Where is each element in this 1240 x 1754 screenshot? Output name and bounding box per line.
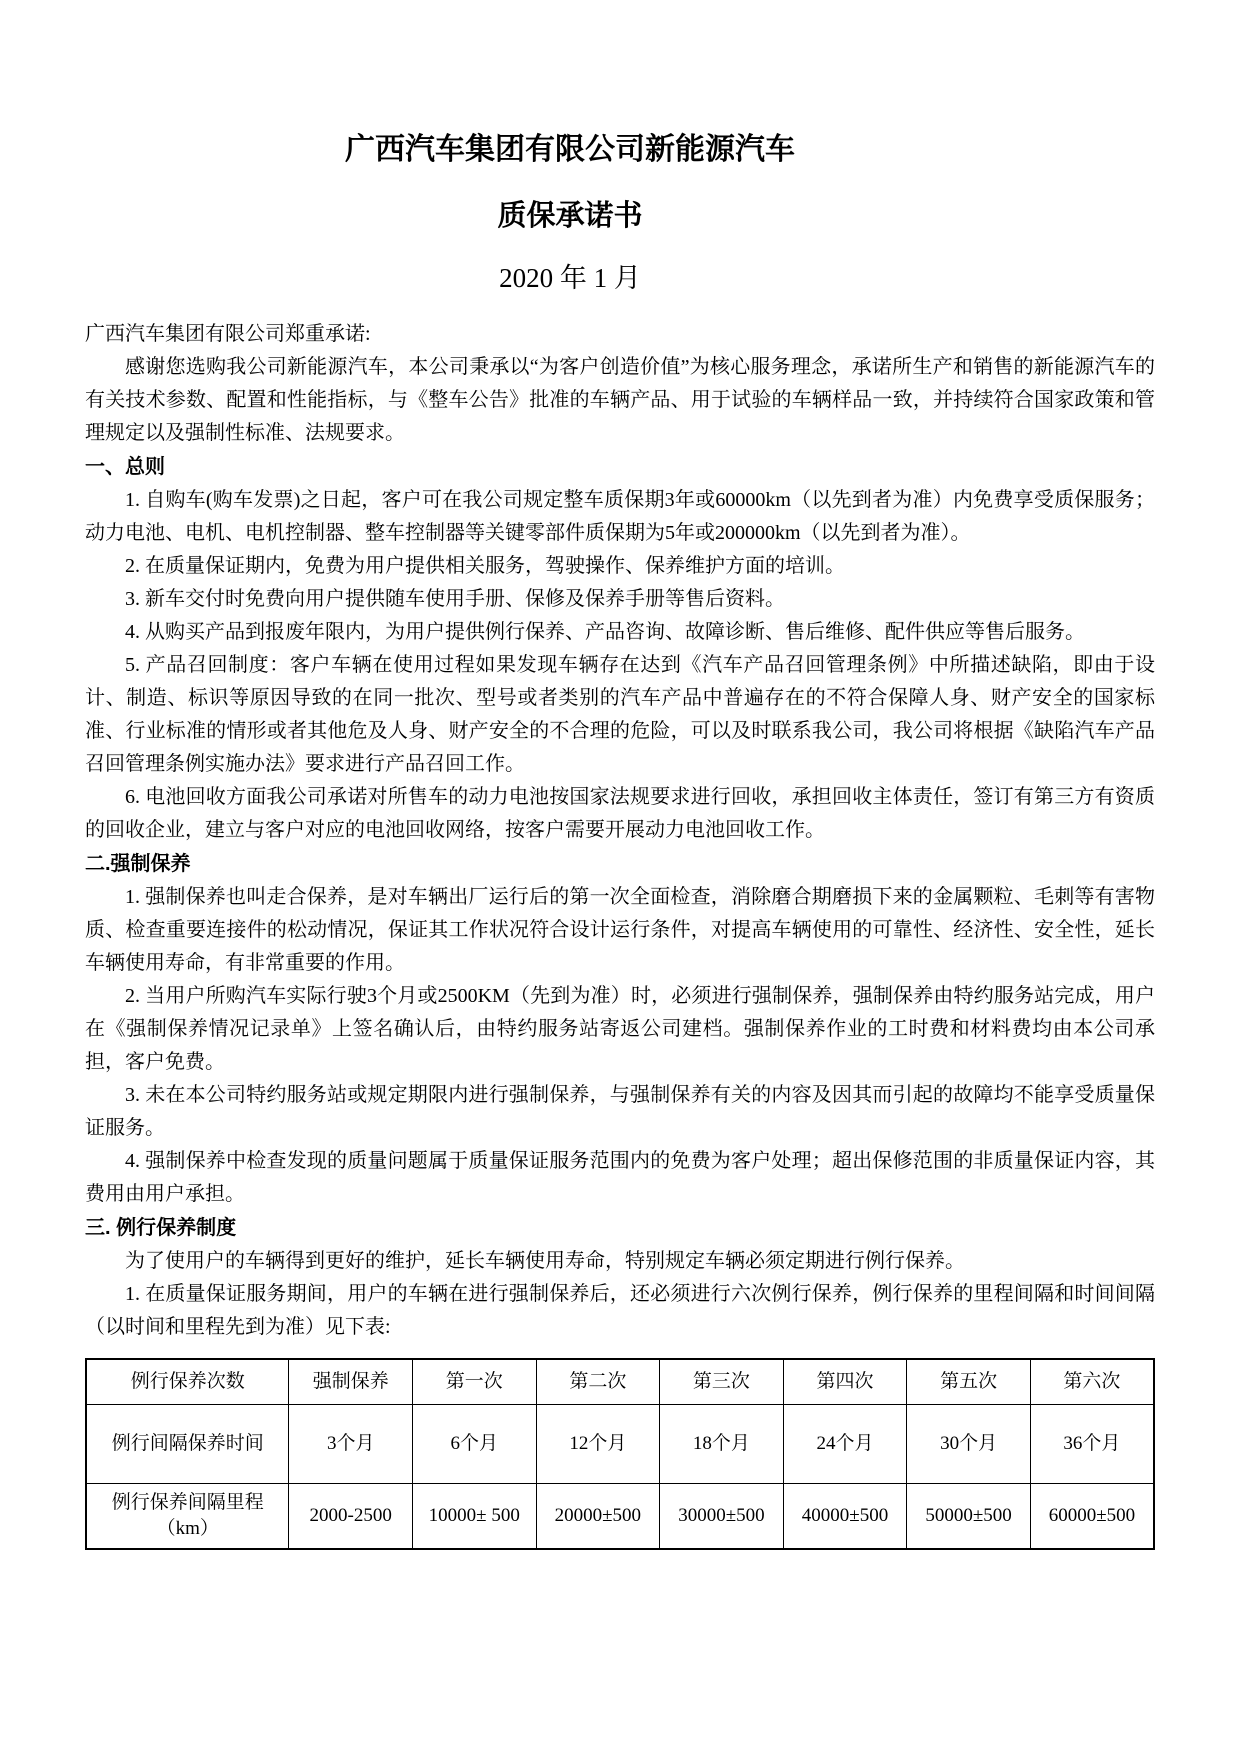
table-cell: 20000±500 — [536, 1484, 660, 1550]
table-header-row — [86, 1359, 1154, 1405]
table-header-cell: 强制保养 — [289, 1359, 413, 1405]
section-heading-routine-maintenance: 三. 例行保养制度 — [85, 1217, 237, 1239]
maintenance-schedule-table — [85, 1358, 1155, 1550]
section-heading-mandatory-maintenance: 二.强制保养 — [85, 853, 191, 875]
doc-date: 2020 年 1 月 — [499, 263, 641, 293]
table-cell: 30个月 — [907, 1405, 1031, 1484]
table-cell: 24个月 — [783, 1405, 907, 1484]
paragraph: 2. 在质量保证期内，免费为用户提供相关服务，驾驶操作、保养维护方面的培训。 — [125, 555, 845, 577]
section-heading-general: 一、总则 — [85, 456, 165, 478]
title-block — [85, 130, 1055, 296]
doc-subtitle: 质保承诺书 — [497, 200, 643, 232]
paragraph: 1. 自购车(购车发票)之日起，客户可在我公司规定整车质保期3年或60000km（以先到者为准）内免费享受质保服务；动力电池、电机、电机控制器、整车控制器等关键零部件质保期为5年或200000km（以先到者为准）。 — [85, 489, 1155, 544]
paragraph: 1. 在质量保证服务期间，用户的车辆在进行强制保养后，还必须进行六次例行保养，例行保养的里程间隔和时间间隔（以时间和里程先到为准）见下表: — [85, 1283, 1155, 1338]
table-header-cell: 例行保养次数 — [86, 1359, 289, 1405]
table-cell: 36个月 — [1030, 1405, 1154, 1484]
table-header-cell: 第四次 — [783, 1359, 907, 1405]
paragraph: 3. 未在本公司特约服务站或规定期限内进行强制保养，与强制保养有关的内容及因其而引起的故障均不能享受质量保证服务。 — [85, 1084, 1155, 1139]
table-cell: 2000-2500 — [289, 1484, 413, 1550]
paragraph: 2. 当用户所购汽车实际行驶3个月或2500KM（先到为准）时，必须进行强制保养，强制保养由特约服务站完成，用户在《强制保养情况记录单》上签名确认后，由特约服务站寄返公司建档。强制保养作业的工时费和材料费均由本公司承担，客户免费。 — [85, 985, 1155, 1073]
paragraph: 6. 电池回收方面我公司承诺对所售车的动力电池按国家法规要求进行回收，承担回收主体责任，签订有第三方有资质的回收企业，建立与客户对应的电池回收网络，按客户需要开展动力电池回收工作。 — [85, 786, 1155, 841]
table-cell: 例行间隔保养时间 — [86, 1405, 289, 1484]
table-header-cell: 第一次 — [412, 1359, 536, 1405]
intro-paragraph: 感谢您选购我公司新能源汽车，本公司秉承以“为客户创造价值”为核心服务理念，承诺所生产和销售的新能源汽车的有关技术参数、配置和性能指标，与《整车公告》批准的车辆产品、用于试验的车辆样品一致，并持续符合国家政策和管理规定以及强制性标准、法规要求。 — [85, 356, 1155, 444]
table-cell: 12个月 — [536, 1405, 660, 1484]
paragraph: 4. 强制保养中检查发现的质量问题属于质量保证服务范围内的免费为客户处理；超出保修范围的非质量保证内容，其费用由用户承担。 — [85, 1150, 1155, 1205]
table-row — [86, 1405, 1154, 1484]
doc-title: 广西汽车集团有限公司新能源汽车 — [345, 133, 795, 166]
table-cell: 10000± 500 — [412, 1484, 536, 1550]
table-row — [86, 1484, 1154, 1550]
table-cell: 40000±500 — [783, 1484, 907, 1550]
paragraph: 1. 强制保养也叫走合保养，是对车辆出厂运行后的第一次全面检查，消除磨合期磨损下来的金属颗粒、毛刺等有害物质、检查重要连接件的松动情况，保证其工作状况符合设计运行条件，对提高车辆使用的可靠性、经济性、安全性，延长车辆使用寿命，有非常重要的作用。 — [85, 886, 1155, 974]
paragraph: 5. 产品召回制度：客户车辆在使用过程如果发现车辆存在达到《汽车产品召回管理条例》中所描述缺陷，即由于设计、制造、标识等原因导致的在同一批次、型号或者类别的汽车产品中普遍存在的不符合保障人身、财产安全的国家标准、行业标准的情形或者其他危及人身、财产安全的不合理的危险，可以及时联系我公司，我公司将根据《缺陷汽车产品召回管理条例实施办法》要求进行产品召回工作。 — [85, 654, 1155, 775]
table-cell: 例行保养间隔里程（km） — [86, 1484, 289, 1550]
table-cell: 18个月 — [660, 1405, 784, 1484]
table-header-cell: 第三次 — [660, 1359, 784, 1405]
document-body — [85, 318, 1155, 1550]
table-cell: 30000±500 — [660, 1484, 784, 1550]
table-header-cell: 第五次 — [907, 1359, 1031, 1405]
table-cell: 6个月 — [412, 1405, 536, 1484]
paragraph: 为了使用户的车辆得到更好的维护，延长车辆使用寿命，特别规定车辆必须定期进行例行保养。 — [125, 1250, 965, 1272]
paragraph: 4. 从购买产品到报废年限内，为用户提供例行保养、产品咨询、故障诊断、售后维修、配件供应等售后服务。 — [125, 621, 1085, 643]
paragraph: 3. 新车交付时免费向用户提供随车使用手册、保修及保养手册等售后资料。 — [125, 588, 785, 610]
table-cell: 50000±500 — [907, 1484, 1031, 1550]
table-cell: 60000±500 — [1030, 1484, 1154, 1550]
table-header-cell: 第二次 — [536, 1359, 660, 1405]
table-cell: 3个月 — [289, 1405, 413, 1484]
table-header-cell: 第六次 — [1030, 1359, 1154, 1405]
salutation: 广西汽车集团有限公司郑重承诺: — [85, 323, 371, 345]
